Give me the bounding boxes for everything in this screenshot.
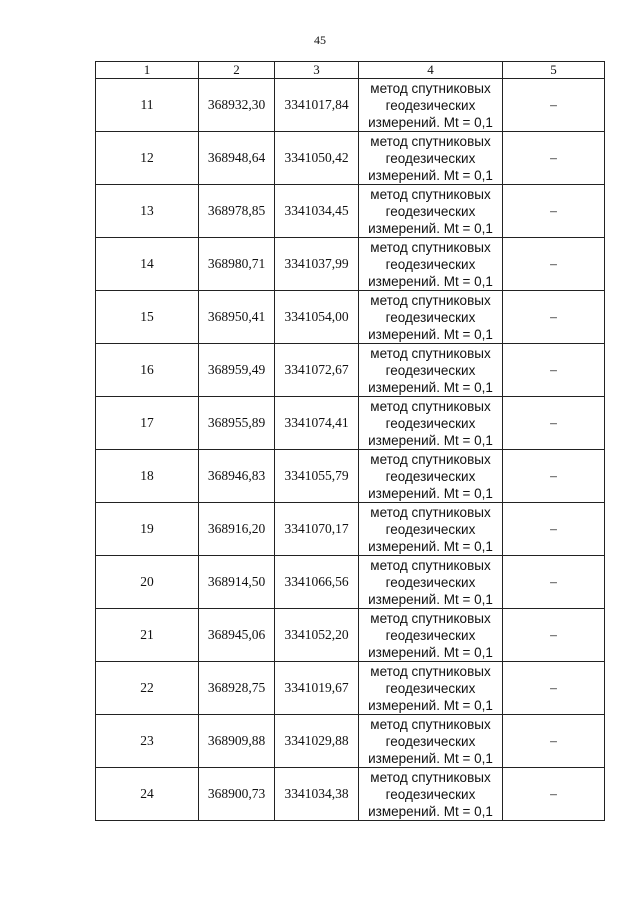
note-cell: – [503,185,605,238]
method-line: метод спутниковых [370,504,491,520]
note-cell: – [503,291,605,344]
point-number: 14 [96,238,199,291]
note-cell: – [503,715,605,768]
method-line: измерений. Mt = 0,1 [368,379,493,395]
x-coordinate: 368950,41 [199,291,275,344]
table-row [96,79,605,132]
method-cell [359,185,503,238]
method-line: геодезических [385,733,476,749]
x-coordinate: 368909,88 [199,715,275,768]
table-row [96,344,605,397]
y-coordinate: 3341029,88 [275,715,359,768]
method-line: геодезических [385,574,476,590]
table-row [96,662,605,715]
method-cell [359,715,503,768]
y-coordinate: 3341050,42 [275,132,359,185]
method-line: метод спутниковых [370,663,491,679]
method-line: измерений. Mt = 0,1 [368,220,493,236]
method-cell [359,79,503,132]
point-number: 16 [96,344,199,397]
point-number: 17 [96,397,199,450]
method-line: измерений. Mt = 0,1 [368,326,493,342]
method-line: измерений. Mt = 0,1 [368,803,493,819]
table-header-row [96,62,605,79]
method-line: метод спутниковых [370,239,491,255]
method-line: измерений. Mt = 0,1 [368,432,493,448]
method-line: геодезических [385,786,476,802]
note-cell: – [503,609,605,662]
table-row [96,556,605,609]
point-number: 24 [96,768,199,821]
y-coordinate: 3341070,17 [275,503,359,556]
method-line: измерений. Mt = 0,1 [368,750,493,766]
method-line: метод спутниковых [370,398,491,414]
point-number: 23 [96,715,199,768]
table-row [96,503,605,556]
method-cell [359,450,503,503]
method-line: метод спутниковых [370,133,491,149]
note-cell: – [503,556,605,609]
x-coordinate: 368932,30 [199,79,275,132]
note-cell: – [503,344,605,397]
coordinates-table [95,61,605,821]
table-row [96,450,605,503]
table-row [96,238,605,291]
note-cell: – [503,397,605,450]
table-row [96,609,605,662]
y-coordinate: 3341034,45 [275,185,359,238]
point-number: 21 [96,609,199,662]
table-row [96,291,605,344]
method-line: геодезических [385,256,476,272]
y-coordinate: 3341074,41 [275,397,359,450]
y-coordinate: 3341017,84 [275,79,359,132]
method-line: геодезических [385,362,476,378]
point-number: 12 [96,132,199,185]
point-number: 11 [96,79,199,132]
method-cell [359,344,503,397]
point-number: 18 [96,450,199,503]
note-cell: – [503,768,605,821]
method-line: измерений. Mt = 0,1 [368,485,493,501]
method-line: измерений. Mt = 0,1 [368,644,493,660]
y-coordinate: 3341055,79 [275,450,359,503]
y-coordinate: 3341054,00 [275,291,359,344]
method-line: геодезических [385,627,476,643]
x-coordinate: 368914,50 [199,556,275,609]
method-cell [359,556,503,609]
y-coordinate: 3341019,67 [275,662,359,715]
method-cell [359,397,503,450]
note-cell: – [503,238,605,291]
y-coordinate: 3341034,38 [275,768,359,821]
x-coordinate: 368948,64 [199,132,275,185]
method-line: метод спутниковых [370,80,491,96]
column-header: 4 [359,62,503,79]
method-line: метод спутниковых [370,345,491,361]
method-cell [359,132,503,185]
method-line: метод спутниковых [370,186,491,202]
table-row [96,768,605,821]
table-row [96,185,605,238]
note-cell: – [503,450,605,503]
point-number: 13 [96,185,199,238]
method-line: метод спутниковых [370,292,491,308]
method-cell [359,662,503,715]
table-row [96,397,605,450]
x-coordinate: 368980,71 [199,238,275,291]
y-coordinate: 3341037,99 [275,238,359,291]
x-coordinate: 368955,89 [199,397,275,450]
table-row [96,715,605,768]
point-number: 20 [96,556,199,609]
x-coordinate: 368945,06 [199,609,275,662]
method-line: измерений. Mt = 0,1 [368,114,493,130]
method-line: метод спутниковых [370,557,491,573]
column-header: 2 [199,62,275,79]
x-coordinate: 368928,75 [199,662,275,715]
table-row [96,132,605,185]
note-cell: – [503,132,605,185]
method-line: метод спутниковых [370,716,491,732]
method-line: измерений. Mt = 0,1 [368,538,493,554]
method-cell [359,291,503,344]
note-cell: – [503,662,605,715]
y-coordinate: 3341066,56 [275,556,359,609]
method-line: метод спутниковых [370,451,491,467]
x-coordinate: 368946,83 [199,450,275,503]
x-coordinate: 368900,73 [199,768,275,821]
y-coordinate: 3341052,20 [275,609,359,662]
method-cell [359,238,503,291]
method-line: измерений. Mt = 0,1 [368,167,493,183]
note-cell: – [503,503,605,556]
column-header: 3 [275,62,359,79]
method-line: метод спутниковых [370,610,491,626]
x-coordinate: 368978,85 [199,185,275,238]
method-cell [359,768,503,821]
point-number: 19 [96,503,199,556]
column-header: 5 [503,62,605,79]
method-line: измерений. Mt = 0,1 [368,697,493,713]
method-cell [359,503,503,556]
x-coordinate: 368959,49 [199,344,275,397]
note-cell: – [503,79,605,132]
method-line: геодезических [385,309,476,325]
method-line: измерений. Mt = 0,1 [368,273,493,289]
method-line: геодезических [385,150,476,166]
method-line: геодезических [385,203,476,219]
point-number: 22 [96,662,199,715]
page-number: 45 [314,33,326,47]
point-number: 15 [96,291,199,344]
method-cell [359,609,503,662]
column-header: 1 [96,62,199,79]
method-line: геодезических [385,415,476,431]
method-line: измерений. Mt = 0,1 [368,591,493,607]
method-line: геодезических [385,680,476,696]
method-line: геодезических [385,97,476,113]
y-coordinate: 3341072,67 [275,344,359,397]
method-line: геодезических [385,468,476,484]
method-line: геодезических [385,521,476,537]
x-coordinate: 368916,20 [199,503,275,556]
method-line: метод спутниковых [370,769,491,785]
